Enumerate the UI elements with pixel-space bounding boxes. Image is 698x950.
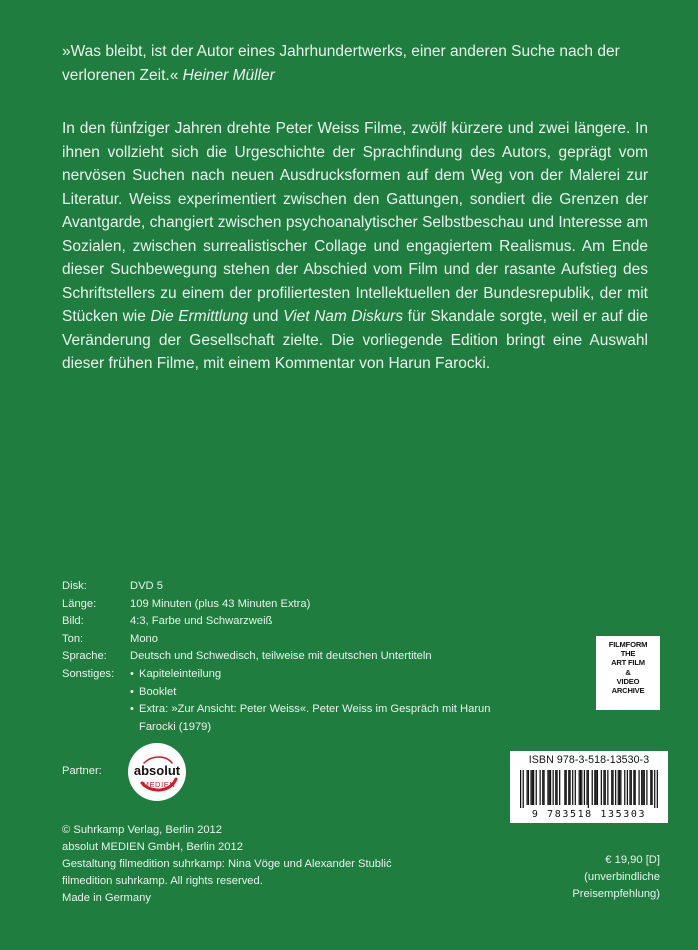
- barcode-bar: [581, 770, 582, 805]
- barcode-bar: [607, 770, 608, 805]
- barcode-bar: [619, 770, 620, 805]
- spec-disk: [62, 578, 502, 596]
- barcode-bar: [615, 770, 616, 805]
- description-part-3: für Skandale sorgte, weil er auf die Veränderung der Gesellschaft zielte. Die vorliegende Edition bringt eine Auswahl dieser frühen Filme, mit einem Kommentar von Harun Farocki.: [62, 308, 648, 372]
- partner-label: Partner:: [62, 765, 102, 777]
- barcode-bar: [624, 770, 625, 805]
- spec-sound: [62, 631, 502, 649]
- barcode-bar: [657, 770, 658, 808]
- barcode-bar: [611, 770, 612, 805]
- logo-word-absolut: absolut: [133, 763, 181, 778]
- barcode-bar: [540, 770, 541, 805]
- barcode-bar: [536, 770, 537, 805]
- imprint-line: Made in Germany: [62, 892, 151, 904]
- barcode-bar: [605, 770, 606, 805]
- quote: [62, 40, 648, 87]
- imprint: [62, 822, 422, 907]
- price-note: Preisempfehlung): [572, 888, 660, 900]
- barcode-bar: [597, 770, 598, 805]
- spec-value: DVD 5: [130, 580, 163, 592]
- barcode-bar: [559, 770, 560, 805]
- price-block: [572, 852, 660, 903]
- barcode-bar: [580, 770, 581, 805]
- barcode-bar: [575, 770, 576, 805]
- misc-item: • Kapiteleinteilung: [130, 666, 502, 684]
- imprint-line: absolut MEDIEN GmbH, Berlin 2012: [62, 841, 243, 853]
- spec-label: Länge:: [62, 597, 97, 610]
- spec-length: [62, 596, 502, 614]
- barcode-bar: [564, 770, 565, 805]
- barcode-bar: [633, 770, 634, 805]
- imprint-line: filmedition suhrkamp. All rights reserved.: [62, 875, 263, 887]
- barcode-bar: [629, 770, 630, 805]
- description: [62, 117, 648, 376]
- barcode-bar: [568, 770, 569, 805]
- filmform-line: THE: [620, 649, 636, 659]
- spec-value: Deutsch und Schwedisch, teilweise mit deutschen Untertiteln: [130, 650, 432, 663]
- spec-misc: [62, 666, 502, 736]
- barcode-bar: [641, 770, 642, 805]
- barcode-bar: [592, 770, 593, 805]
- isbn-number: ISBN 978-3-518-13530-3: [528, 754, 650, 766]
- quote-text: »Was bleibt, ist der Autor eines Jahrhundertwerks, einer anderen Suche nach der verlorenen Zeit.«: [62, 43, 620, 84]
- barcode-bar: [651, 770, 652, 805]
- imprint-line: © Suhrkamp Verlag, Berlin 2012: [62, 824, 222, 836]
- spec-label: Sprache:: [62, 650, 107, 663]
- barcode-bar: [601, 770, 602, 805]
- spec-label: Disk:: [62, 580, 87, 592]
- barcode-bar: [547, 770, 548, 805]
- isbn-barcode: [510, 751, 668, 823]
- barcode-bar: [555, 770, 556, 805]
- barcode-bar: [566, 770, 567, 805]
- barcode-bar: [618, 770, 619, 805]
- spec-value: 109 Minuten (plus 43 Minuten Extra): [130, 597, 311, 610]
- price-note: (unverbindliche: [584, 871, 660, 883]
- filmform-logo: [596, 636, 660, 710]
- barcode-bar: [550, 770, 551, 805]
- filmform-line: VIDEO: [616, 676, 640, 686]
- barcode-bar: [569, 770, 570, 805]
- spec-label: Sonstiges:: [62, 667, 115, 680]
- filmform-line: ARCHIVE: [611, 686, 645, 696]
- barcode-bar: [654, 770, 655, 808]
- misc-item: • Booklet: [130, 684, 502, 702]
- description-part-1: In den fünfziger Jahren drehte Peter Weiss Filme, zwölf kürzere und zwei längere. In ihnen vollzieht sich die Urgeschichte der Sprachfindung des Autors, geprägt vom nervösen Suchen nach neuen Ausdrucksformen auf dem Weg von der Malerei zur Literatur. Weiss experimentiert zwischen den Gattungen, sondiert die Grenzen der Avantgarde, changiert zwischen psychoanalytischer Selbstbeschau und Interesse am Sozialen, zwischen surrealistischer Collage und engagiertem Realismus. Am Ende dieser Suchbewegung stehen der Abschied vom Film und der rasante Aufstieg des Schriftstellers zu einem der profiliertesten Intellektuellen der Bundesrepublik, der mit Stücken wie: [62, 120, 648, 325]
- spec-picture: [62, 613, 502, 631]
- barcode-bar: [588, 770, 589, 808]
- barcode-bar: [638, 770, 639, 805]
- barcode-bar: [586, 770, 587, 805]
- barcode-bar: [620, 770, 621, 805]
- filmform-line: ART FILM: [611, 658, 645, 668]
- barcode-bar: [543, 770, 544, 805]
- barcode-bar: [644, 770, 645, 805]
- barcode-bar: [530, 770, 531, 805]
- logo-word-medien: MEDIEN: [142, 780, 176, 789]
- technical-specs: [62, 578, 502, 736]
- price-amount: € 19,90 [D]: [605, 854, 660, 866]
- spec-language: [62, 648, 502, 666]
- barcode-bar: [650, 770, 651, 805]
- description-part-2: und: [248, 308, 284, 325]
- barcode-bar: [579, 770, 580, 805]
- barcode-bar: [532, 770, 533, 805]
- barcode-bar: [627, 770, 628, 805]
- barcode-bar: [635, 770, 636, 805]
- barcode-bar: [596, 770, 597, 805]
- work-title-viet-nam-diskurs: Viet Nam Diskurs: [283, 308, 404, 325]
- barcode-bar: [642, 770, 643, 805]
- barcode-bar: [584, 770, 585, 805]
- spec-label: Bild:: [62, 615, 84, 628]
- quote-author: Heiner Müller: [182, 66, 275, 84]
- barcode-bar: [523, 770, 524, 808]
- filmform-line: &: [625, 667, 631, 677]
- filmform-line: FILMFORM: [608, 640, 648, 649]
- spec-label: Ton:: [62, 632, 84, 645]
- barcode-bar: [542, 770, 543, 805]
- spec-value: Mono: [130, 632, 158, 645]
- work-title-ermittlung: Die Ermittlung: [150, 308, 249, 325]
- barcode-bar: [527, 770, 528, 805]
- spec-value: 4:3, Farbe und Schwarzweiß: [130, 615, 273, 628]
- barcode-bar: [556, 770, 557, 805]
- barcode-bar: [520, 770, 521, 808]
- barcode-bar: [603, 770, 604, 805]
- barcode-bar: [533, 770, 534, 805]
- isbn-digits: 9 783518 135303: [531, 809, 647, 820]
- absolut-medien-logo-graphic: [128, 743, 186, 801]
- barcode-bar: [549, 770, 550, 805]
- imprint-line: Gestaltung filmedition suhrkamp: Nina Vöge und Alexander Stublić: [62, 858, 392, 870]
- barcode-bar: [612, 770, 613, 805]
- barcode-bar: [572, 770, 573, 805]
- barcode-bars: [520, 770, 658, 808]
- barcode-bar: [594, 770, 595, 805]
- barcode-bar: [528, 770, 529, 805]
- barcode-bar: [646, 770, 647, 805]
- misc-item: • Extra: »Zur Ansicht: Peter Weiss«. Peter Weiss im Gespräch mit Harun Farocki (1979): [130, 701, 502, 736]
- barcode-bar: [631, 770, 632, 805]
- misc-list: [130, 666, 502, 736]
- absolut-medien-logo: [128, 743, 186, 801]
- barcode-bar: [553, 770, 554, 805]
